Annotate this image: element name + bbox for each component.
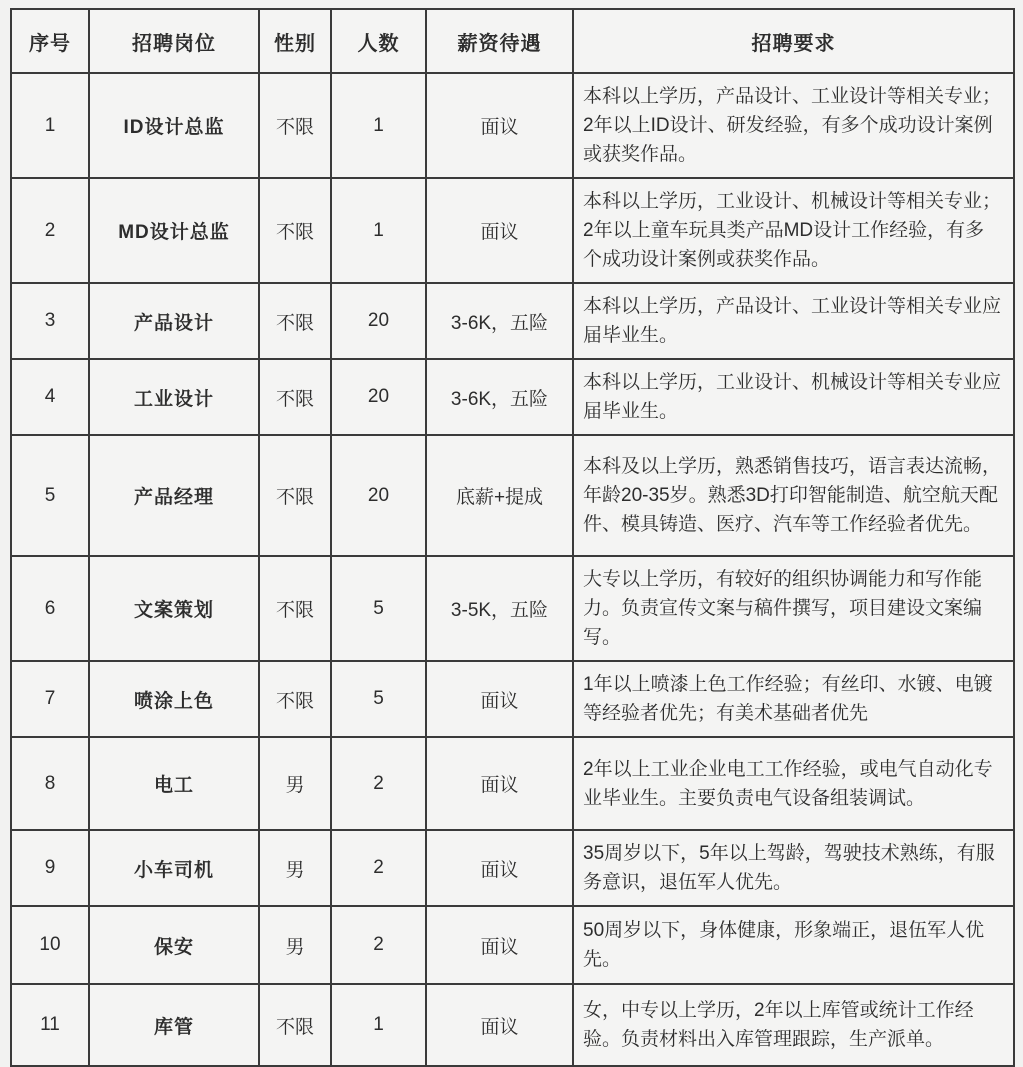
cell-salary: 面议	[426, 737, 573, 830]
cell-position: 小车司机	[89, 830, 259, 906]
cell-no: 2	[11, 178, 89, 283]
cell-salary: 面议	[426, 906, 573, 984]
cell-requirements: 女，中专以上学历，2年以上库管或统计工作经验。负责材料出入库管理跟踪，生产派单。	[573, 984, 1014, 1066]
cell-requirements: 本科以上学历，产品设计、工业设计等相关专业应届毕业生。	[573, 283, 1014, 359]
cell-requirements: 2年以上工业企业电工工作经验，或电气自动化专业毕业生。主要负责电气设备组装调试。	[573, 737, 1014, 830]
cell-salary: 面议	[426, 73, 573, 178]
cell-requirements: 1年以上喷漆上色工作经验；有丝印、水镀、电镀等经验者优先；有美术基础者优先	[573, 661, 1014, 737]
cell-count: 20	[331, 359, 426, 435]
table-row	[11, 283, 1014, 359]
header-gender: 性别	[259, 9, 331, 73]
cell-position: ID设计总监	[89, 73, 259, 178]
header-count: 人数	[331, 9, 426, 73]
header-row	[11, 9, 1014, 73]
cell-count: 20	[331, 435, 426, 556]
table-row	[11, 906, 1014, 984]
cell-count: 1	[331, 984, 426, 1066]
table-row	[11, 556, 1014, 661]
cell-gender: 不限	[259, 283, 331, 359]
cell-salary: 底薪+提成	[426, 435, 573, 556]
cell-no: 9	[11, 830, 89, 906]
cell-salary: 3-6K，五险	[426, 359, 573, 435]
cell-requirements: 35周岁以下，5年以上驾龄，驾驶技术熟练，有服务意识，退伍军人优先。	[573, 830, 1014, 906]
table-row	[11, 359, 1014, 435]
cell-salary: 面议	[426, 830, 573, 906]
cell-salary: 3-5K，五险	[426, 556, 573, 661]
header-position: 招聘岗位	[89, 9, 259, 73]
cell-position: 电工	[89, 737, 259, 830]
cell-count: 2	[331, 737, 426, 830]
cell-no: 8	[11, 737, 89, 830]
table-body	[11, 73, 1014, 1066]
table-row	[11, 737, 1014, 830]
cell-no: 10	[11, 906, 89, 984]
cell-no: 4	[11, 359, 89, 435]
cell-position: 文案策划	[89, 556, 259, 661]
cell-count: 2	[331, 830, 426, 906]
cell-no: 1	[11, 73, 89, 178]
cell-gender: 不限	[259, 661, 331, 737]
cell-salary: 面议	[426, 661, 573, 737]
header-requirements: 招聘要求	[573, 9, 1014, 73]
cell-no: 6	[11, 556, 89, 661]
cell-gender: 不限	[259, 556, 331, 661]
cell-gender: 男	[259, 737, 331, 830]
table-row	[11, 435, 1014, 556]
cell-gender: 男	[259, 906, 331, 984]
cell-no: 5	[11, 435, 89, 556]
cell-requirements: 大专以上学历，有较好的组织协调能力和写作能力。负责宣传文案与稿件撰写，项目建设文案编写。	[573, 556, 1014, 661]
cell-requirements: 本科以上学历，产品设计、工业设计等相关专业；2年以上ID设计、研发经验，有多个成功设计案例或获奖作品。	[573, 73, 1014, 178]
cell-requirements: 本科以上学历，工业设计、机械设计等相关专业；2年以上童车玩具类产品MD设计工作经验，有多个成功设计案例或获奖作品。	[573, 178, 1014, 283]
cell-count: 2	[331, 906, 426, 984]
cell-gender: 不限	[259, 178, 331, 283]
cell-position: 库管	[89, 984, 259, 1066]
table-row	[11, 984, 1014, 1066]
cell-gender: 不限	[259, 73, 331, 178]
table-row	[11, 830, 1014, 906]
cell-no: 7	[11, 661, 89, 737]
recruitment-table	[10, 8, 1015, 1067]
table-row	[11, 73, 1014, 178]
cell-no: 11	[11, 984, 89, 1066]
cell-count: 1	[331, 73, 426, 178]
cell-position: 保安	[89, 906, 259, 984]
cell-position: 产品经理	[89, 435, 259, 556]
cell-requirements: 50周岁以下，身体健康，形象端正，退伍军人优先。	[573, 906, 1014, 984]
table-row	[11, 178, 1014, 283]
cell-position: 工业设计	[89, 359, 259, 435]
cell-position: 喷涂上色	[89, 661, 259, 737]
table-header	[11, 9, 1014, 73]
cell-gender: 不限	[259, 359, 331, 435]
cell-requirements: 本科及以上学历，熟悉销售技巧，语言表达流畅，年龄20-35岁。熟悉3D打印智能制造、航空航天配件、模具铸造、医疗、汽车等工作经验者优先。	[573, 435, 1014, 556]
cell-requirements: 本科以上学历，工业设计、机械设计等相关专业应届毕业生。	[573, 359, 1014, 435]
cell-salary: 3-6K，五险	[426, 283, 573, 359]
cell-count: 1	[331, 178, 426, 283]
cell-salary: 面议	[426, 178, 573, 283]
header-no: 序号	[11, 9, 89, 73]
cell-count: 5	[331, 661, 426, 737]
table-row	[11, 661, 1014, 737]
cell-gender: 不限	[259, 435, 331, 556]
header-salary: 薪资待遇	[426, 9, 573, 73]
cell-gender: 不限	[259, 984, 331, 1066]
cell-position: MD设计总监	[89, 178, 259, 283]
cell-count: 20	[331, 283, 426, 359]
cell-no: 3	[11, 283, 89, 359]
cell-gender: 男	[259, 830, 331, 906]
cell-count: 5	[331, 556, 426, 661]
cell-salary: 面议	[426, 984, 573, 1066]
cell-position: 产品设计	[89, 283, 259, 359]
